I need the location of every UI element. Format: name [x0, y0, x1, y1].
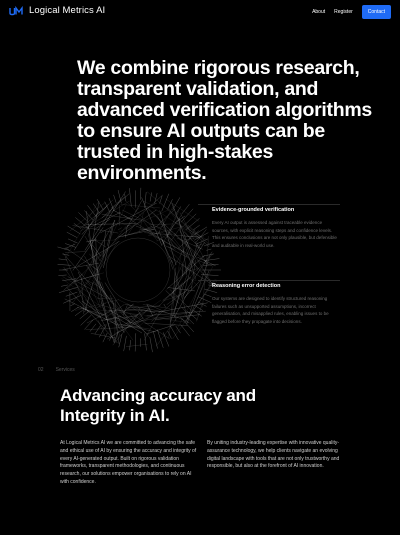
hero-headline: We combine rigorous research, transparent validation, and advanced verification algorithms to ensure AI outputs can be trusted in high-stakes environments. [77, 57, 372, 184]
nav-links [312, 5, 391, 19]
section-number: 02 [38, 367, 44, 373]
section-label [38, 367, 75, 373]
contact-button[interactable]: Contact [362, 5, 391, 19]
section-name: Services [55, 367, 75, 373]
divider [198, 204, 340, 205]
top-nav [0, 0, 400, 24]
feature-body: Our systems are designed to identify structured reasoning failures such as unsupported assumptions, incorrect generalisation, and misapplied rules, enabling issues to be flagged before they propagate into decisions. [212, 296, 329, 324]
lm-logo-icon [9, 6, 25, 16]
feature-reasoning [212, 283, 340, 325]
sphere-mesh-graphic [50, 186, 226, 354]
divider [198, 280, 340, 281]
section-heading: Advancing accuracy and Integrity in AI. [60, 386, 256, 425]
feature-evidence [212, 207, 340, 249]
section-paragraph-right: By uniting industry-leading expertise with innovative quality-assurance technology, we help clients navigate an evolving digital landscape with tools that are not only trustworthy and responsible, but also at the forefront of AI innovation. [207, 440, 340, 470]
nav-link-about[interactable]: About [312, 9, 326, 15]
feature-title: Reasoning error detection [212, 283, 281, 289]
feature-title: Evidence-grounded verification [212, 207, 295, 213]
brand[interactable] [9, 5, 105, 16]
brand-name: Logical Metrics AI [29, 5, 106, 16]
nav-link-register[interactable]: Register [334, 9, 353, 15]
feature-body: Every AI output is assessed against traceable evidence sources, with explicit reasoning steps and confidence levels. This ensures conclusions are not only plausible, but defensible and auditable in real-world use. [212, 220, 337, 248]
section-paragraph-left: At Logical Metrics AI we are committed to advancing the safe and ethical use of AI by ensuring the accuracy and integrity of every AI-generated output. Built on rigorous validation frameworks, transparent methodologies, and continuous research, our solutions empower organisations to rely on AI with confidence. [60, 440, 197, 485]
